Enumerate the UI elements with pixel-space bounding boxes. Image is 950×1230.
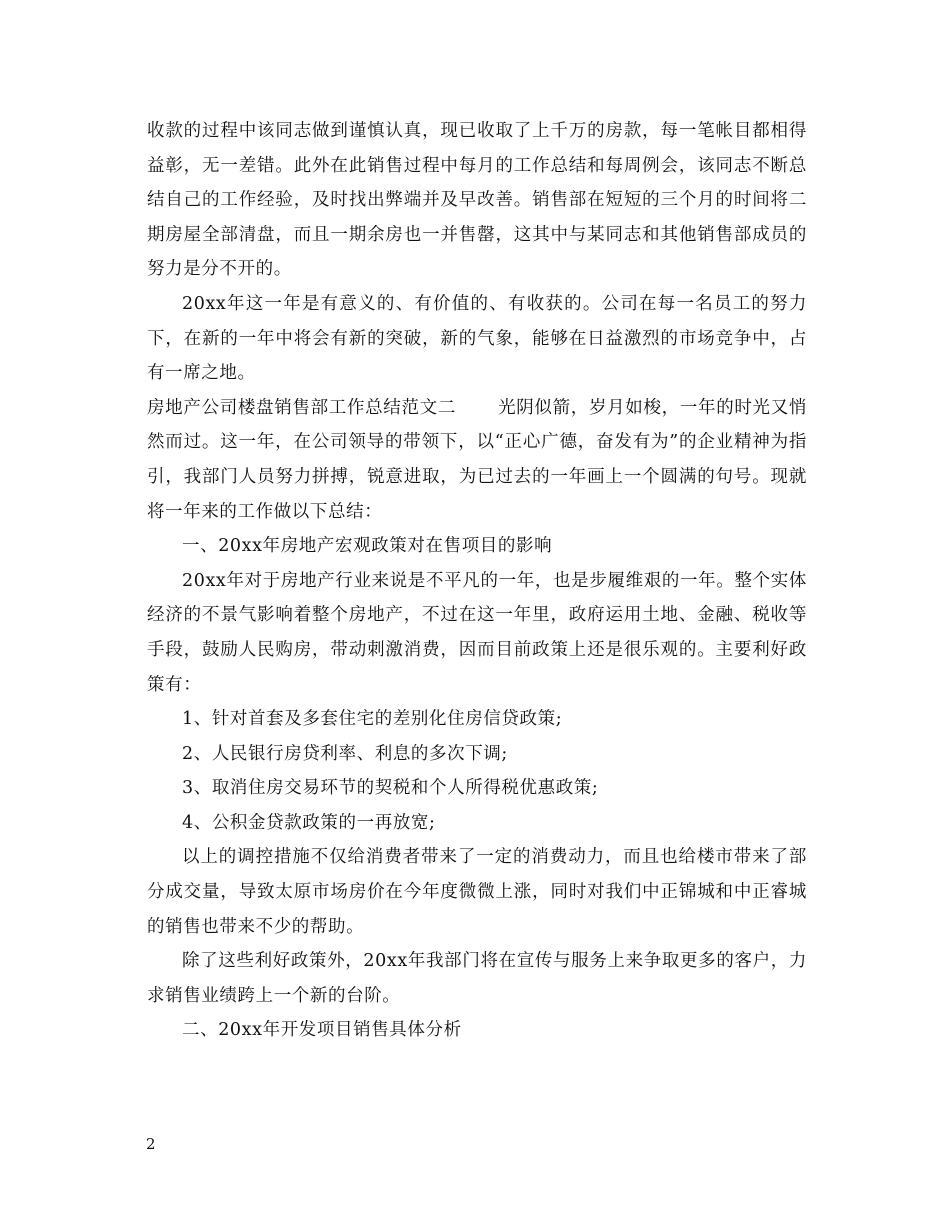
section-intro-text: 光阴似箭，岁月如梭，一年的时光又悄然而过。这一年，在公司领导的带领下，以“正心广德，奋发有为”的企业精神为指引，我部门人员努力拼搏，锐意进取，为已过去的一年画上一个圆满的句号。现就将一年来的工作做以下总结： — [147, 397, 807, 522]
paragraph: 20xx年这一年是有意义的、有价值的、有收获的。公司在每一名员工的努力下，在新的一年中将会有新的突破，新的气象，能够在日益激烈的市场竞争中，占有一席之地。 — [147, 293, 807, 384]
section-heading: 一、20xx年房地产宏观政策对在售项目的影响 — [182, 536, 553, 557]
section-heading: 二、20xx年开发项目销售具体分析 — [182, 1020, 462, 1041]
section-title: 房地产公司楼盘销售部工作总结范文二 — [147, 397, 456, 418]
paragraph: 以上的调控措施不仅给消费者带来了一定的消费动力，而且也给楼市带来了部分成交量，导致太原市场房价在今年度微微上涨，同时对我们中正锦城和中正睿城的销售也带来不少的帮助。 — [147, 847, 807, 937]
document-body — [147, 114, 807, 1048]
section-paragraph — [147, 391, 807, 529]
paragraph: 20xx年对于房地产行业来说是不平凡的一年，也是步履维艰的一年。整个实体经济的不景气影响着整个房地产，不过在这一年里，政府运用土地、金融、税收等手段，鼓励人民购房，带动刺激消费，因而目前政策上还是很乐观的。主要利好政策有： — [147, 570, 807, 695]
paragraph: 除了这些利好政策外，20xx年我部门将在宣传与服务上来争取更多的客户，力求销售业绩跨上一个新的台阶。 — [147, 951, 807, 1006]
list-item: 2、人民银行房贷利率、利息的多次下调; — [182, 743, 508, 764]
paragraph: 收款的过程中该同志做到谨慎认真，现已收取了上千万的房款，每一笔帐目都相得益彰，无一差错。此外在此销售过程中每月的工作总结和每周例会，该同志不断总结自己的工作经验，及时找出弊端并及早改善。销售部在短短的三个月的时间将二期房屋全部清盘，而且一期余房也一并售罄，这其中与某同志和其他销售部成员的努力是分不开的。 — [147, 121, 807, 280]
list-item: 1、针对首套及多套住宅的差别化住房信贷政策; — [182, 709, 563, 730]
list-item: 4、公积金贷款政策的一再放宽; — [182, 812, 436, 833]
list-item: 3、取消住房交易环节的契税和个人所得税优惠政策; — [182, 778, 599, 799]
page-number: 2 — [146, 1135, 156, 1153]
